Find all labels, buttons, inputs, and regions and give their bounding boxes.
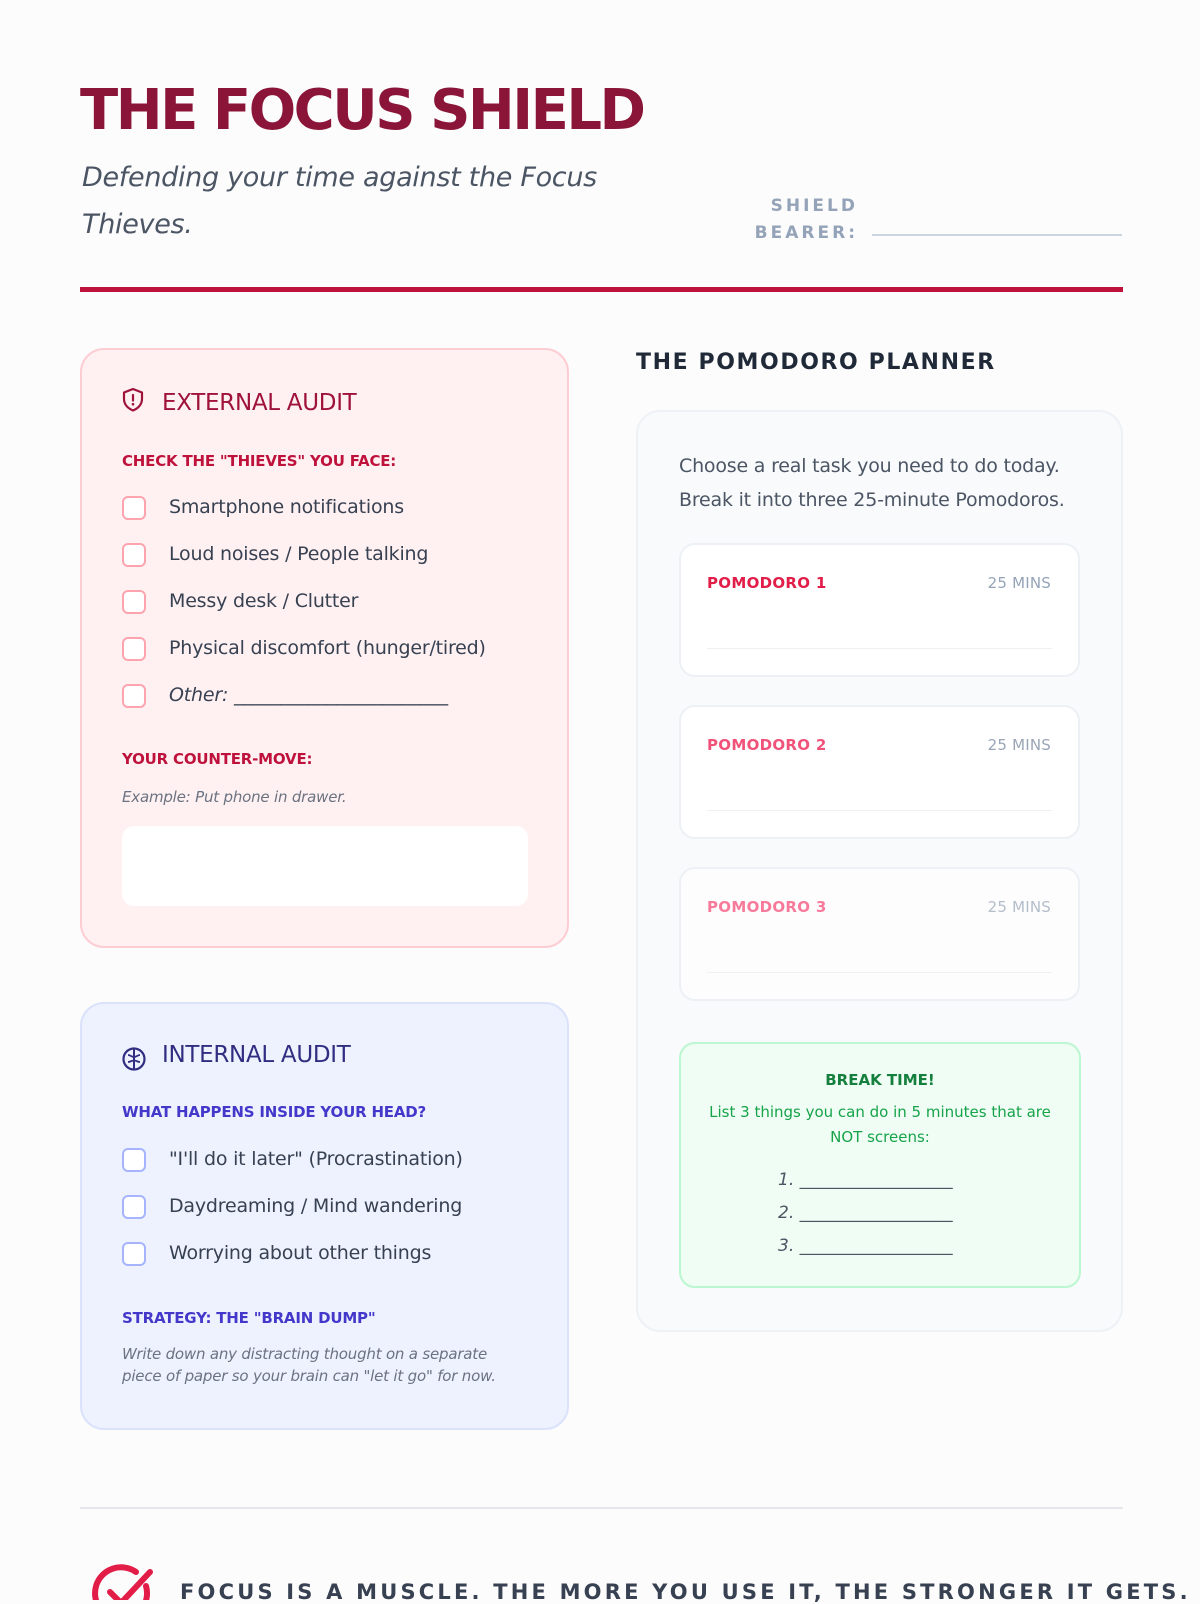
pomodoro-3-task-line[interactable] xyxy=(707,972,1052,973)
footer-divider xyxy=(80,1507,1123,1509)
strategy-label: STRATEGY: THE "BRAIN DUMP" xyxy=(122,1309,376,1327)
pomodoro-heading: THE POMODORO PLANNER xyxy=(636,350,996,375)
pomodoro-1-task-line[interactable] xyxy=(707,648,1052,649)
pomodoro-intro: Choose a real task you need to do today. Break it into three 25-minute Pomodoros. xyxy=(679,455,1065,511)
counter-move-input[interactable] xyxy=(122,826,528,906)
inside-head-prompt: WHAT HAPPENS INSIDE YOUR HEAD? xyxy=(122,1103,427,1121)
pomodoro-3-label: POMODORO 3 xyxy=(707,898,827,916)
pomodoro-3-duration: 25 MINS xyxy=(987,898,1051,916)
shield-bearer-label: SHIELD BEARER: xyxy=(754,196,858,243)
checkbox-smartphone[interactable] xyxy=(122,496,146,520)
pomodoro-1-duration: 25 MINS xyxy=(987,574,1051,592)
break-item-2[interactable]: 2. __________________ xyxy=(778,1203,953,1223)
pomodoro-1-card[interactable] xyxy=(679,543,1080,677)
footer-motto: FOCUS IS A MUSCLE. THE MORE YOU USE IT, THE STRONGER IT GETS. xyxy=(180,1580,1191,1604)
break-time-title: BREAK TIME! xyxy=(825,1071,935,1089)
header-divider xyxy=(80,287,1123,292)
check-circle-icon xyxy=(88,1560,158,1600)
thief-item-noise: Loud noises / People talking xyxy=(169,543,429,565)
head-item-daydreaming: Daydreaming / Mind wandering xyxy=(169,1195,463,1217)
counter-move-label: YOUR COUNTER-MOVE: xyxy=(122,750,313,768)
pomodoro-2-task-line[interactable] xyxy=(707,810,1052,811)
shield-icon xyxy=(120,386,146,414)
head-item-procrastination: "I'll do it later" (Procrastination) xyxy=(169,1148,463,1170)
pomodoro-2-duration: 25 MINS xyxy=(987,736,1051,754)
break-time-description: List 3 things you can do in 5 minutes that are NOT screens: xyxy=(709,1103,1051,1146)
checkbox-procrastination[interactable] xyxy=(122,1148,146,1172)
thief-item-smartphone: Smartphone notifications xyxy=(169,496,404,518)
counter-move-hint: Example: Put phone in drawer. xyxy=(122,788,347,806)
break-item-1[interactable]: 1. __________________ xyxy=(778,1170,953,1190)
checkbox-noise[interactable] xyxy=(122,543,146,567)
checkbox-daydreaming[interactable] xyxy=(122,1195,146,1219)
pomodoro-2-label: POMODORO 2 xyxy=(707,736,827,754)
page-title: THE FOCUS SHIELD xyxy=(80,78,644,143)
pomodoro-1-label: POMODORO 1 xyxy=(707,574,827,592)
thief-item-clutter: Messy desk / Clutter xyxy=(169,590,359,612)
page-subtitle: Defending your time against the Focus Thieves. xyxy=(82,162,597,240)
checkbox-other[interactable] xyxy=(122,684,146,708)
thief-item-other[interactable]: Other: _______________________ xyxy=(169,684,448,706)
pomodoro-2-card[interactable] xyxy=(679,705,1080,839)
brain-icon xyxy=(121,1046,147,1072)
strategy-text: Write down any distracting thought on a separate piece of paper so your brain can "let it go" for now. xyxy=(122,1345,496,1385)
thief-item-discomfort: Physical discomfort (hunger/tired) xyxy=(169,637,486,659)
checkbox-discomfort[interactable] xyxy=(122,637,146,661)
external-audit-title: EXTERNAL AUDIT xyxy=(162,390,357,416)
head-item-worrying: Worrying about other things xyxy=(169,1242,432,1264)
checkbox-clutter[interactable] xyxy=(122,590,146,614)
shield-bearer-field[interactable] xyxy=(872,234,1122,236)
checkbox-worrying[interactable] xyxy=(122,1242,146,1266)
pomodoro-3-card[interactable] xyxy=(679,867,1080,1001)
internal-audit-title: INTERNAL AUDIT xyxy=(162,1042,351,1068)
thieves-prompt: CHECK THE "THIEVES" YOU FACE: xyxy=(122,452,397,470)
break-item-3[interactable]: 3. __________________ xyxy=(778,1236,953,1256)
